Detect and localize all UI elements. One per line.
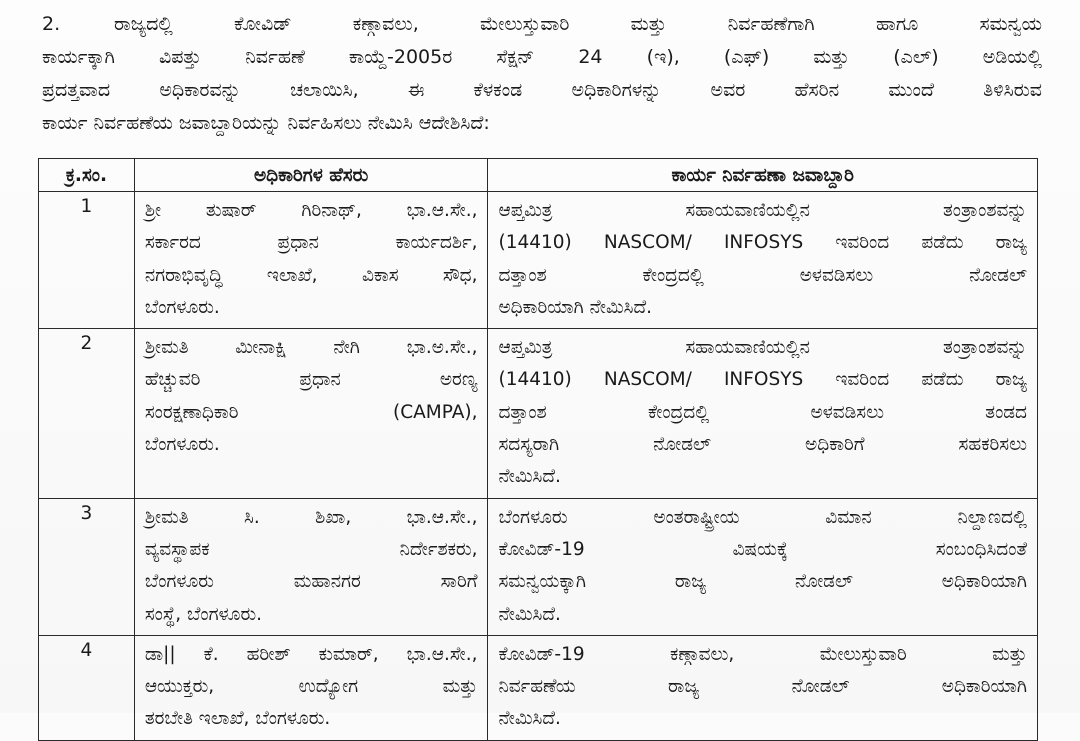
responsibility-line: ಅಧಿಕಾರಿಯಾಗಿ ನೇಮಿಸಿದೆ. [498,296,653,318]
name-line: ಸಂಸ್ಥೆ, ಬೆಂಗಳೂರು. [144,603,263,625]
responsibility-line: ನಿರ್ವಹಣೆಯ ರಾಜ್ಯ ನೋಡಲ್ ಅಧಿಕಾರಿಯಾಗಿ [498,676,1027,698]
name-line: ಸರ್ಕಾರದ ಪ್ರಧಾನ ಕಾರ್ಯದರ್ಶಿ, [144,232,478,254]
table-row [39,498,1038,635]
responsibility-line: ಕೋವಿಡ್-19 ಕಣ್ಗಾವಲು, ಮೇಲುಸ್ತುವಾರಿ ಮತ್ತು [498,643,1027,665]
responsibility-cell [488,635,1038,740]
responsibility-line: ಆಪ್ತಮಿತ್ರ ಸಹಾಯವಾಣಿಯಲ್ಲಿನ ತಂತ್ರಾಂಶವನ್ನು [498,200,1027,221]
name-line: ಸಂರಕ್ಷಣಾಧಿಕಾರಿ (CAMPA), [144,401,478,423]
name-line: ಡಾ|| ಕೆ. ಹರೀಶ್ ಕುಮಾರ್, ಭಾ.ಆ.ಸೇ., [144,643,478,665]
responsibility-line: ಆಪ್ತಮಿತ್ರ ಸಹಾಯವಾಣಿಯಲ್ಲಿನ ತಂತ್ರಾಂಶವನ್ನು [498,337,1027,359]
name-line: ಬೆಂಗಳೂರು. [144,296,220,318]
responsibility-cell [488,329,1038,498]
serial-cell: 4 [39,635,135,740]
name-line: ವ್ಯವಸ್ಥಾಪಕ ನಿರ್ದೇಶಕರು, [144,538,478,560]
table-row [39,635,1038,740]
name-line: ಶ್ರೀಮತಿ ಸಿ. ಶಿಖಾ, ಭಾ.ಆ.ಸೇ., [144,506,478,528]
name-line: ಶ್ರೀಮತಿ ಮೀನಾಕ್ಷಿ ನೇಗಿ ಭಾ.ಅ.ಸೇ., [144,337,478,359]
paragraph-line: ರಾಜ್ಯದಲ್ಲಿ ಕೋವಿಡ್ ಕಣ್ಗಾವಲು, ಮೇಲುಸ್ತುವಾರಿ ಮತ್ತು ನಿರ್ವಹಣೆಗಾಗಿ ಹಾಗೂ ಸಮನ್ವಯ [114,13,1042,35]
responsibility-line: (14410) NASCOM/ INFOSYS ಇವರಿಂದ ಪಡೆದು ರಾಜ್ಯ [498,369,1027,391]
responsibility-cell [488,192,1038,329]
officer-name-cell [134,192,488,329]
name-line: ಆಯುಕ್ತರು, ಉದ್ಯೋಗ ಮತ್ತು [144,676,478,698]
responsibility-line: ಕೋವಿಡ್-19 ವಿಷಯಕ್ಕೆ ಸಂಬಂಧಿಸಿದಂತೆ [498,538,1027,560]
officer-name-cell [134,635,488,740]
responsibility-cell [488,498,1038,635]
header-responsibility: ಕಾರ್ಯ ನಿರ್ವಹಣಾ ಜವಾಬ್ದಾರಿ [488,159,1038,192]
paragraph-number: 2. [42,13,61,35]
name-line: ಬೆಂಗಳೂರು. [144,434,220,456]
responsibility-line: ಬೆಂಗಳೂರು ಅಂತರಾಷ್ಟ್ರೀಯ ವಿಮಾನ ನಿಲ್ದಾಣದಲ್ಲಿ [498,506,1027,528]
paragraph-line: ಪ್ರದತ್ತವಾದ ಅಧಿಕಾರವನ್ನು ಚಲಾಯಿಸಿ, ಈ ಕೆಳಕಂಡ ಅಧಿಕಾರಿಗಳನ್ನು ಅವರ ಹೆಸರಿನ ಮುಂದೆ ತಿಳಿಸಿರುವ [42,79,1042,101]
responsibility-line: ದತ್ತಾಂಶ ಕೇಂದ್ರದಲ್ಲಿ ಅಳವಡಿಸಲು ನೋಡಲ್ [498,264,1027,286]
responsibility-line: ಸದಸ್ಯರಾಗಿ ನೋಡಲ್ ಅಧಿಕಾರಿಗೆ ಸಹಕರಿಸಲು [498,434,1027,456]
name-line: ನಗರಾಭಿವೃದ್ಧಿ ಇಲಾಖೆ, ವಿಕಾಸ ಸೌಧ, [144,264,478,286]
responsibility-line: ದತ್ತಾಂಶ ಕೇಂದ್ರದಲ್ಲಿ ಅಳವಡಿಸಲು ತಂಡದ [498,401,1027,423]
header-serial: ಕ್ರ.ಸಂ. [39,159,135,192]
table-row [39,329,1038,498]
officers-table [38,158,1038,741]
name-line: ತರಬೇತಿ ಇಲಾಖೆ, ಬೆಂಗಳೂರು. [144,708,331,730]
order-paragraph [42,8,1042,140]
responsibility-line: ನೇಮಿಸಿದೆ. [498,603,561,625]
responsibility-line: ನೇಮಿಸಿದೆ. [498,466,561,488]
serial-cell: 2 [39,329,135,498]
officer-name-cell [134,329,488,498]
responsibility-line: (14410) NASCOM/ INFOSYS ಇವರಿಂದ ಪಡೆದು ರಾಜ್ಯ [498,232,1027,254]
serial-cell: 1 [39,192,135,329]
responsibility-line: ನೇಮಿಸಿದೆ. [498,708,561,730]
header-officer-name: ಅಧಿಕಾರಿಗಳ ಹೆಸರು [134,159,488,192]
officer-name-cell [134,498,488,635]
name-line: ಹೆಚ್ಚುವರಿ ಪ್ರಧಾನ ಅರಣ್ಯ [144,369,478,391]
name-line: ಬೆಂಗಳೂರು ಮಹಾನಗರ ಸಾರಿಗೆ [144,571,478,593]
paragraph-line: ಕಾರ್ಯಕ್ಕಾಗಿ ವಿಪತ್ತು ನಿರ್ವಹಣೆ ಕಾಯ್ದೆ-2005ರ ಸೆಕ್ಷನ್ 24 (ಇ), (ಎಫ್) ಮತ್ತು (ಎಲ್) ಅಡಿಯಲ್ಲಿ [42,46,1042,68]
serial-cell: 3 [39,498,135,635]
paragraph-line: ಕಾರ್ಯ ನಿರ್ವಹಣೆಯ ಜವಾಬ್ದಾರಿಯನ್ನು ನಿರ್ವಹಿಸಲು ನೇಮಿಸಿ ಆದೇಶಿಸಿದೆ: [42,112,490,134]
responsibility-line: ಸಮನ್ವಯಕ್ಕಾಗಿ ರಾಜ್ಯ ನೋಡಲ್ ಅಧಿಕಾರಿಯಾಗಿ [498,571,1027,593]
table-row [39,192,1038,329]
table-header-row [39,159,1038,192]
name-line: ಶ್ರೀ ತುಷಾರ್ ಗಿರಿನಾಥ್, ಭಾ.ಆ.ಸೇ., [144,200,478,221]
